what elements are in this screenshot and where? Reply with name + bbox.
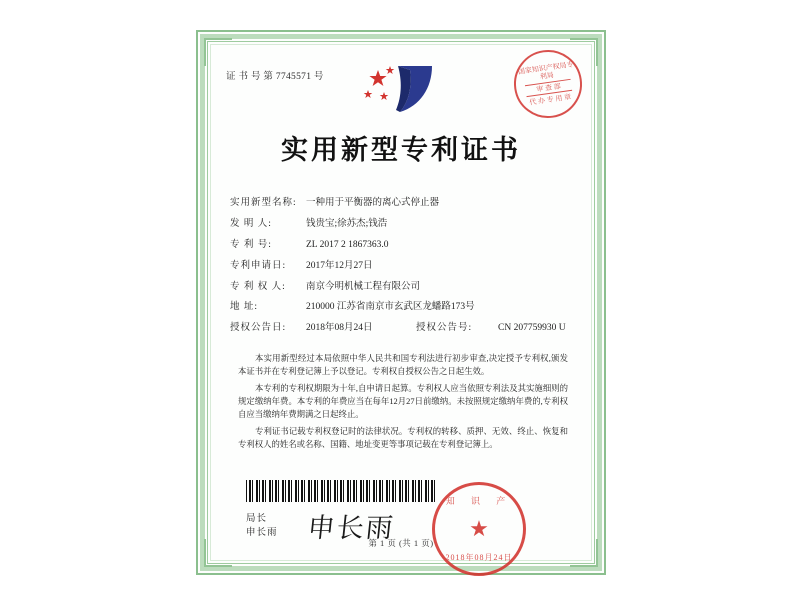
field-row-utility-model-name bbox=[230, 198, 576, 209]
grant-number-label: 授权公告号: bbox=[416, 323, 473, 334]
approval-stamp-line3: 代 办 专 用 章 bbox=[528, 93, 572, 107]
grant-number-value: CN 207759930 U bbox=[498, 323, 566, 334]
field-row-inventors bbox=[230, 219, 576, 230]
field-row-patent-number bbox=[230, 240, 576, 251]
official-seal-top-text: 知 识 产 bbox=[445, 496, 513, 506]
patent-fields bbox=[230, 198, 576, 343]
field-row-address bbox=[230, 302, 576, 313]
field-value: 一种用于平衡器的离心式停止器 bbox=[306, 198, 440, 208]
director-name: 申长雨 bbox=[246, 528, 278, 539]
legal-paragraph-2: 本专利的专利权期限为十年,自申请日起算。专利权人应当依照专利法及其实施细则的规定缴纳年费。本专利的年费应当在每年12月27日前缴纳。未按照规定缴纳年费的,专利权自应当缴纳年费期满之日起终止。 bbox=[238, 384, 568, 420]
certificate-number: 证 书 号 第 7745571 号 bbox=[226, 72, 324, 82]
field-row-patentee bbox=[230, 282, 576, 293]
field-value: 南京今明机械工程有限公司 bbox=[306, 281, 421, 292]
page-footer: 第 1 页 (共 1 页) bbox=[368, 538, 434, 548]
star-icon: ★ bbox=[469, 516, 489, 541]
cnipa-logo-icon bbox=[358, 62, 444, 114]
field-label: 实用新型名称: bbox=[230, 198, 297, 208]
approval-stamp-line2: 审 查 部 bbox=[525, 79, 572, 97]
field-label: 地 址: bbox=[230, 302, 259, 313]
page-title: 实用新型专利证书 bbox=[281, 135, 521, 166]
approval-stamp-line1: 国家知识产权局专利局 bbox=[517, 60, 575, 81]
field-row-grant-publication bbox=[230, 323, 576, 334]
director-signature: 申长雨 bbox=[306, 513, 397, 544]
field-value: 210000 江苏省南京市玄武区龙蟠路173号 bbox=[306, 302, 475, 313]
field-label: 专 利 权 人: bbox=[230, 281, 286, 292]
grant-date-value: 2018年08月24日 bbox=[306, 323, 373, 334]
field-row-application-date bbox=[230, 261, 576, 272]
patent-certificate bbox=[196, 30, 606, 575]
field-value: 2017年12月27日 bbox=[306, 260, 373, 271]
legal-body-text bbox=[238, 352, 568, 455]
field-value: ZL 2017 2 1867363.0 bbox=[306, 239, 389, 250]
patent-barcode bbox=[246, 480, 436, 502]
corner-ornament-top-left bbox=[204, 38, 232, 66]
legal-paragraph-3: 专利证书记载专利权登记时的法律状况。专利权的转移、质押、无效、终止、恢复和专利权人的姓名或名称、国籍、地址变更等事项记载在专利登记簿上。 bbox=[238, 427, 568, 450]
grant-date-label: 授权公告日: bbox=[230, 323, 287, 334]
field-label: 专利申请日: bbox=[230, 260, 287, 271]
official-red-seal bbox=[432, 482, 526, 576]
legal-paragraph-1: 本实用新型经过本局依照中华人民共和国专利法进行初步审查,决定授予专利权,颁发本证书并在专利登记簿上予以登记。专利权自授权公告之日起生效。 bbox=[238, 354, 568, 377]
field-value: 钱贵宝;徐苏杰;钱浩 bbox=[306, 218, 388, 229]
official-seal-date: 2018年08月24日 bbox=[445, 553, 513, 562]
field-label: 专 利 号: bbox=[230, 239, 272, 250]
field-label: 发 明 人: bbox=[230, 218, 272, 229]
director-label: 局长 bbox=[246, 514, 268, 524]
